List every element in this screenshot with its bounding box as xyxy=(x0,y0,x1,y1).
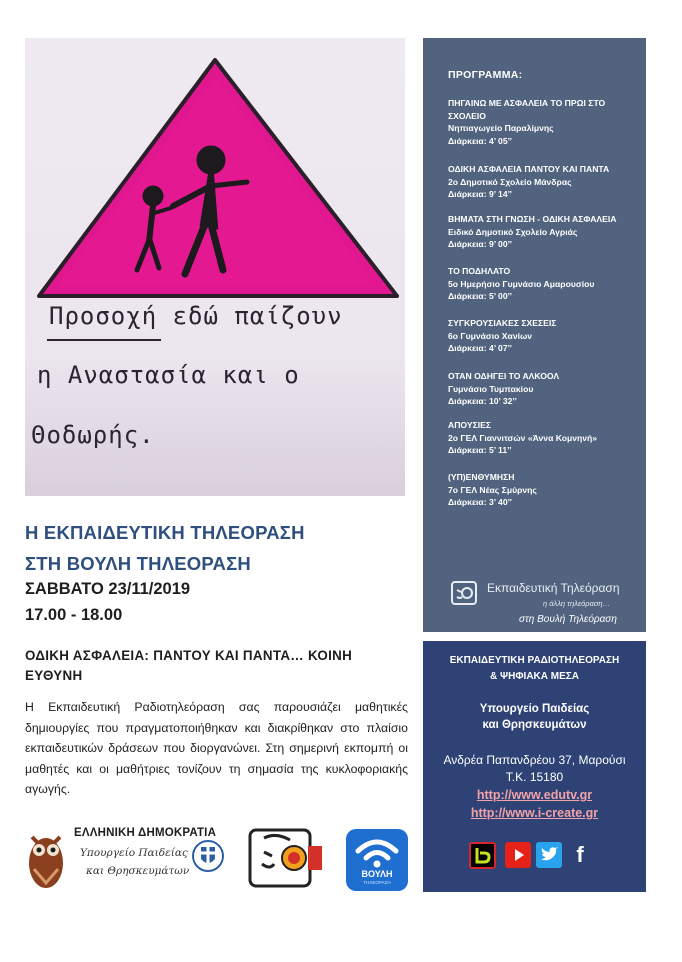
edutv-face-icon xyxy=(246,826,326,894)
contact-panel xyxy=(423,641,646,892)
program-item-duration: Διάρκεια: 9’ 00’’ xyxy=(448,239,513,250)
program-item-title: (ΥΠ)ΕΝΘΥΜΗΣΗ xyxy=(448,472,515,482)
program-item-duration: Διάρκεια: 9’ 14’’ xyxy=(448,189,513,200)
program-item-school: 6ο Γυμνάσιο Χανίων xyxy=(448,330,533,341)
program-heading: ΠΡΟΓΡΑΜΜΑ: xyxy=(448,69,523,81)
gov-ministry-line2: και Θρησκευμάτων xyxy=(86,865,190,877)
edutv-tagline: η άλλη τηλεόραση… xyxy=(543,599,611,608)
drawing-text-line3: Θοδωρής. xyxy=(31,421,155,449)
drawing-text-line2: η Αναστασία και ο xyxy=(37,361,300,389)
greek-coat-of-arms-icon xyxy=(192,837,224,875)
children-drawing xyxy=(25,38,405,496)
org-name-line2: & ΨΗΦΙΑΚΑ ΜΕΣΑ xyxy=(490,671,579,682)
edutv-channel: στη Βουλή Τηλεόραση xyxy=(519,614,617,625)
program-item-title: ΟΔΙΚΗ ΑΣΦΑΛΕΙΑ ΠΑΝΤΟΥ ΚΑΙ ΠΑΝΤΑ xyxy=(448,164,610,174)
vouli-sub: ΤΗΛΕΟΡΑΣΗ xyxy=(363,880,391,885)
episode-description: Η Εκπαιδευτική Ραδιοτηλεόραση σας παρουσιάζει μαθητικές δημιουργίες που πραγματοποιήθηκαν και διακρίθηκαν στο πλαίσιο εκπαιδευτικών δράσεων που διοργανώνει. Στη σημερινή εκπομπή οι μαθητές και οι μαθήτριες τονίζουν τη σημασία της κυκλοφοριακής αγωγής. xyxy=(25,700,408,797)
program-item-duration: Διάρκεια: 4’ 07’’ xyxy=(448,343,513,354)
program-item-title: ΟΤΑΝ ΟΔΗΓΕΙ ΤΟ ΑΛΚΟΟΛ xyxy=(448,371,560,381)
program-item xyxy=(448,317,638,355)
program-item xyxy=(448,213,638,251)
page-title-line1: Η ΕΚΠΑΙΔΕΥΤΙΚΗ ΤΗΛΕΟΡΑΣΗ xyxy=(25,522,305,543)
program-item-duration: Διάρκεια: 5’ 00’’ xyxy=(448,291,513,302)
program-item xyxy=(448,419,638,457)
icreate-link[interactable]: http://www.i-create.gr xyxy=(470,806,599,820)
vouli-tv-logo xyxy=(346,829,408,891)
org-name-line1: ΕΚΠΑΙΔΕΥΤΙΚΗ ΡΑΔΙΟΤΗΛΕΟΡΑΣΗ xyxy=(449,655,620,666)
edutv-logo xyxy=(246,826,326,894)
youtube-icon[interactable] xyxy=(505,842,531,868)
twitter-icon[interactable] xyxy=(536,842,562,868)
program-item xyxy=(448,370,638,408)
ministry-line2: και Θρησκευμάτων xyxy=(482,719,587,731)
program-item-school: 2ο Δημοτικό Σχολείο Μάνδρας xyxy=(448,176,572,187)
ministry-line1: Υπουργείο Παιδείας xyxy=(479,703,590,715)
broadcast-date: ΣΑΒΒΑΤΟ 23/11/2019 xyxy=(25,580,191,598)
gov-name: ΕΛΛΗΝΙΚΗ ΔΗΜΟΚΡΑΤΙΑ xyxy=(74,827,217,839)
broadcast-time: 17.00 - 18.00 xyxy=(25,606,123,624)
drawing-text-line1: Προσοχή εδώ παίζουν xyxy=(49,302,343,330)
address: Ανδρέα Παπανδρέου 37, Μαρούσι xyxy=(443,753,626,767)
program-item-title: ΑΠΟΥΣΙΕΣ xyxy=(448,420,492,430)
episode-topic: ΟΔΙΚΗ ΑΣΦΑΛΕΙΑ: ΠΑΝΤΟΥ ΚΑΙ ΠΑΝΤΑ… ΚΟΙΝΗ ΕΥΘΥΝΗ xyxy=(25,648,353,683)
program-item-title: ΣΥΓΚΡΟΥΣΙΑΚΕΣ ΣΧΕΣΕΙΣ xyxy=(448,318,557,328)
b-social-icon[interactable] xyxy=(469,842,496,869)
page-title-line2: ΣΤΗ ΒΟΥΛΗ ΤΗΛΕΟΡΑΣΗ xyxy=(25,553,251,574)
program-item-duration: Διάρκεια: 4’ 05’’ xyxy=(448,135,513,146)
gov-ministry-line1: Υπουργείο Παιδείας xyxy=(80,847,188,859)
program-item xyxy=(448,471,638,509)
program-item-school: 2ο ΓΕΛ Γιαννιτσών «Άννα Κομνηνή» xyxy=(448,432,598,443)
program-item-duration: Διάρκεια: 3’ 40’’ xyxy=(448,497,513,508)
program-item-title: ΤΟ ΠΟΔΗΛΑΤΟ xyxy=(448,266,511,276)
vouli-name: ΒΟΥΛΗ xyxy=(361,869,393,879)
program-item-school: 5ο Ημερήσιο Γυμνάσιο Αμαρουσίου xyxy=(448,278,595,289)
program-item xyxy=(448,163,638,201)
edutv-name: Εκπαιδευτική Τηλεόραση xyxy=(487,581,620,595)
program-item xyxy=(448,97,638,147)
program-item-school: Ειδικό Δημοτικό Σχολείο Αγριάς xyxy=(448,226,578,237)
program-item-school: Νηπιαγωγείο Παραλίμνης xyxy=(448,123,554,134)
edutv-tv-icon xyxy=(450,578,480,608)
edutv-link[interactable]: http://www.edutv.gr xyxy=(476,788,593,802)
postal-code: Τ.Κ. 15180 xyxy=(505,770,564,784)
program-item-title: ΒΗΜΑΤΑ ΣΤΗ ΓΝΩΣΗ - ΟΔΙΚΗ ΑΣΦΑΛΕΙΑ xyxy=(448,214,617,224)
program-panel xyxy=(423,38,646,632)
program-item-title: ΠΗΓΑΙΝΩ ΜΕ ΑΣΦΑΛΕΙΑ ΤΟ ΠΡΩΙ ΣΤΟ ΣΧΟΛΕΙΟ xyxy=(448,98,606,121)
ministry-logo xyxy=(22,823,232,895)
program-item-school: Γυμνάσιο Τυμπακίου xyxy=(448,383,534,394)
facebook-icon[interactable]: f xyxy=(567,842,593,868)
program-item-duration: Διάρκεια: 10’ 32’’ xyxy=(448,396,517,407)
program-item-duration: Διάρκεια: 5’ 11’’ xyxy=(448,445,512,456)
wifi-signal-icon xyxy=(346,829,408,869)
program-item-school: 7ο ΓΕΛ Νέας Σμύρνης xyxy=(448,484,537,495)
owl-icon xyxy=(22,823,70,893)
program-item xyxy=(448,265,638,303)
